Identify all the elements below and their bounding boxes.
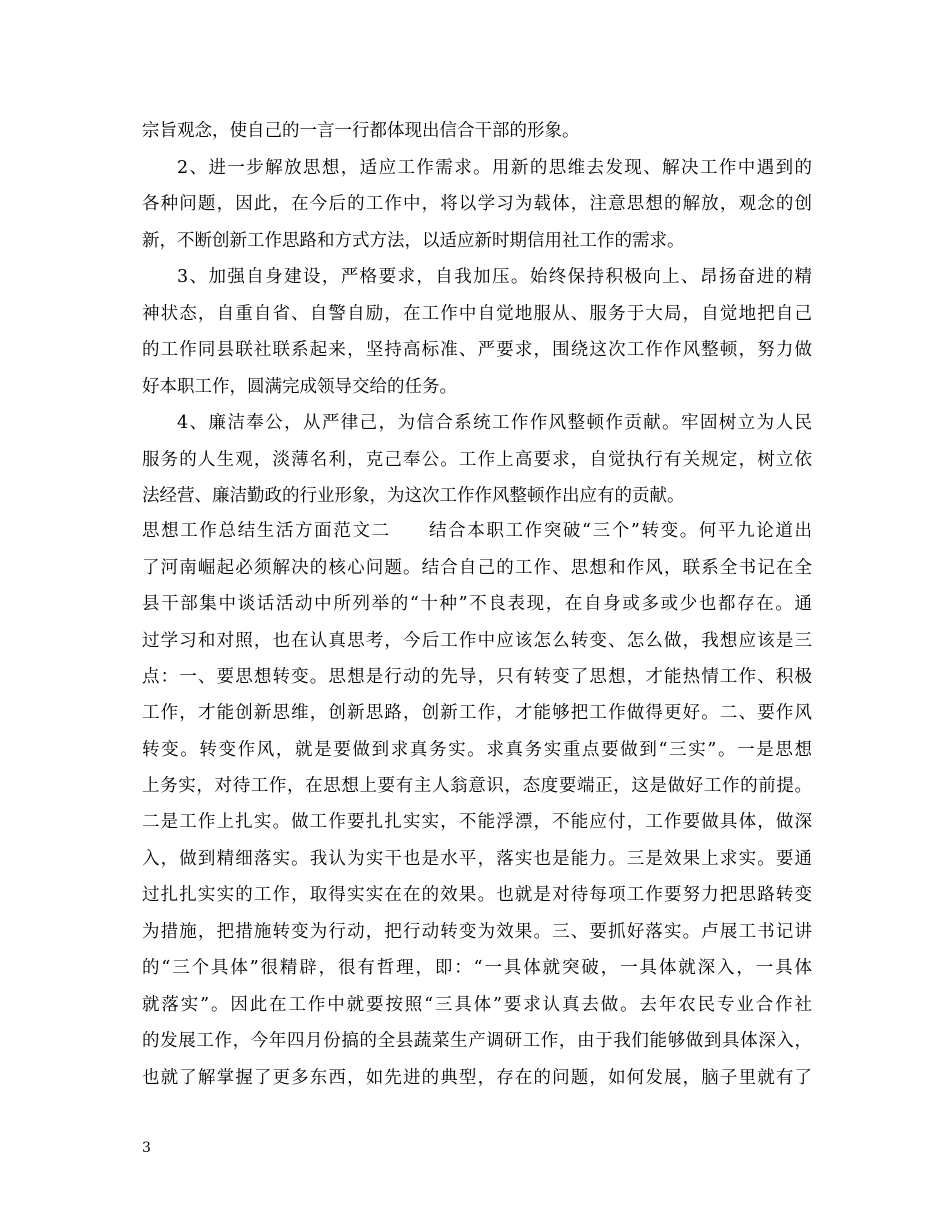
text-line: 宗旨观念，使自己的一言一行都体现出信合干部的形象。 — [142, 121, 580, 141]
text-line: 过学习和对照，也在认真思考，今后工作中应该怎么转变、怎么做，我想应该是三 — [142, 631, 812, 651]
page-number: 3 — [142, 1140, 151, 1156]
text-line: 就落实”。因此在工作中就要按照“三具体”要求认真去做。去年农民专业合作社 — [142, 995, 812, 1015]
text-line: 法经营、廉洁勤政的行业形象，为这次工作作风整顿作出应有的贡献。 — [142, 486, 685, 506]
text-line: 点：一、要思想转变。思想是行动的先导，只有转变了思想，才能热情工作、积极 — [142, 667, 812, 687]
text-line: 的“三个具体”很精辟，很有哲理，即：“一具体就突破，一具体就深入，一具体 — [142, 958, 812, 978]
text-line: 也就了解掌握了更多东西，如先进的典型，存在的问题，如何发展，脑子里就有了 — [142, 1068, 812, 1088]
text-line: 各种问题，因此，在今后的工作中，将以学习为载体，注意思想的解放，观念的创 — [142, 194, 812, 214]
text-line: 神状态，自重自省、自警自励，在工作中自觉地服从、服务于大局，自觉地把自己 — [142, 304, 812, 324]
text-line: 了河南崛起必须解决的核心问题。结合自己的工作、思想和作风，联系全书记在全 — [142, 558, 812, 578]
text-line: 2、进一步解放思想，适应工作需求。用新的思维去发现、解决工作中遇到的 — [177, 158, 812, 178]
text-line: 的发展工作，今年四月份搞的全县蔬菜生产调研工作，由于我们能够做到具体深入， — [142, 1031, 812, 1051]
text-line: 新，不断创新工作思路和方式方法，以适应新时期信用社工作的需求。 — [142, 231, 685, 251]
text-line: 4、廉洁奉公，从严律己，为信合系统工作作风整顿作贡献。牢固树立为人民 — [177, 413, 812, 433]
text-line: 为措施，把措施转变为行动，把行动转变为效果。三、要抓好落实。卢展工书记讲 — [142, 922, 812, 942]
text-line: 转变。转变作风，就是要做到求真务实。求真务实重点要做到“三实”。一是思想 — [142, 740, 812, 760]
text-line: 的工作同县联社联系起来，坚持高标准、严要求，围绕这次工作作风整顿，努力做 — [142, 340, 812, 360]
text-line: 好本职工作，圆满完成领导交给的任务。 — [142, 377, 457, 397]
text-line: 思想工作总结生活方面范文二 结合本职工作突破“三个”转变。何平九论道出 — [142, 521, 812, 541]
text-line: 服务的人生观，淡薄名利，克己奉公。工作上高要求，自觉执行有关规定，树立依 — [142, 450, 812, 470]
text-line: 入，做到精细落实。我认为实干也是水平，落实也是能力。三是效果上求实。要通 — [142, 849, 812, 869]
text-line: 二是工作上扎实。做工作要扎扎实实，不能浮漂，不能应付，工作要做具体，做深 — [142, 812, 812, 832]
text-line: 上务实，对待工作，在思想上要有主人翁意识，态度要端正，这是做好工作的前提。 — [142, 776, 812, 796]
text-line: 3、加强自身建设，严格要求，自我加压。始终保持积极向上、昂扬奋进的精 — [177, 267, 812, 287]
text-line: 工作，才能创新思维，创新思路，创新工作，才能够把工作做得更好。二、要作风 — [142, 703, 812, 723]
text-line: 过扎扎实实的工作，取得实实在在的效果。也就是对待每项工作要努力把思路转变 — [142, 885, 812, 905]
text-line: 县干部集中谈话活动中所列举的“十种”不良表现，在自身或多或少也都存在。通 — [142, 594, 812, 614]
